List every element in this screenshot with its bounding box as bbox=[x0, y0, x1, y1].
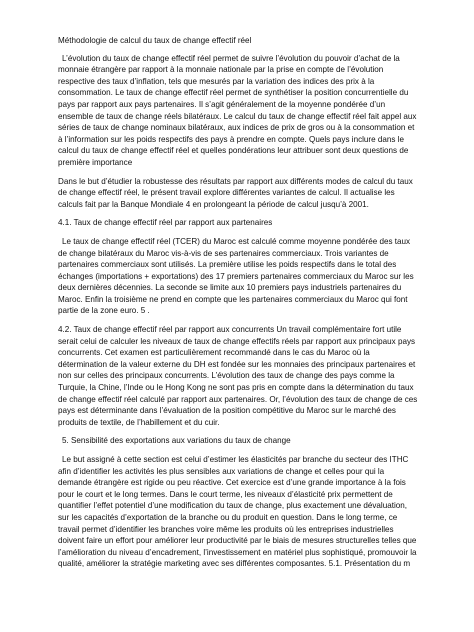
paragraph-sensitivity: Le but assigné à cette section est celui d’estimer les élasticités par branche du secteur des ITHC afin d’identifier les activités les plus sensibles aux variations de change et celles pour qui la demande étrangère est rigide ou peu réactive. Cet exercice est d’une grande importance à la fois pour le court et le long termes. Dans le court terme, les niveaux d’élasticité prix permettent de quantifier l’effet potentiel d’une modification du taux de change, plus exactement une dévaluation, sur les capacités d’exportation de la branche ou du produit en question. Dans le long terme, ce travail permet d’identifier les branches voire même les produits où les entreprises industrielles doivent faire un effort pour améliorer leur productivité par le biais de mesures structurelles telles que l’amélioration du niveau d’encadrement, l’investissement en matériel plus sophistiqué, promouvoir la qualité, améliorer la stratégie marketing avec ses différentes composantes. 5.1. Présentation du m bbox=[58, 455, 417, 569]
paragraph-robustness: Dans le but d’étudier la robustesse des résultats par rapport aux différents modes de calcul du taux de change effectif réel, le présent travail explore différentes variantes de calcul. Il actualise les calculs fait par la Banque Mondiale 4 en prolongeant la période de calcul jusqu’à 2001. bbox=[58, 176, 413, 209]
section-heading-4-1: 4.1. Taux de change effectif réel par rapport aux partenaires bbox=[58, 218, 273, 228]
paragraph-tcer-partners: Le taux de change effectif réel (TCER) du Maroc est calculé comme moyenne pondérée des taux de change bilatéraux du Maroc vis-à-vis de ses partenaires commerciaux. Trois variantes de partenaires commerciaux sont utilisés. La première utilise les poids respectifs dans le total des échanges (importations + exportations) des 17 premiers partenaires commerciaux du Maroc sur les deux dernières décennies. La seconde se limite aux 10 premiers pays industriels partenaires du Maroc. Enfin la troisième ne prend en compte que les partenaires commerciaux du Maroc qui font partie de la zone euro. 5 . bbox=[58, 236, 414, 316]
paragraph-intro: L’évolution du taux de change effectif réel permet de suivre l’évolution du pouvoir d’achat de la monnaie étrangère par rapport à la monnaie nationale par la prise en compte de l’évolution respective des taux d’inflation, tels que mesurés par la variation des indices des prix à la consommation. Le taux de change effectif réel permet de synthétiser la position concurrentielle du pays par rapport aux pays partenaires. Il s’agit généralement de la moyenne pondérée d’un ensemble de taux de change réels bilatéraux. Le calcul du taux de change effectif réel fait appel aux séries de taux de change nominaux bilatéraux, aux indices de prix de gros ou à la consommation et à l’information sur les poids respectifs des pays à prendre en compte. Quels pays inclure dans le calcul du taux de change effectif réel et quelles pondérations leur attribuer sont deux questions de première importance bbox=[58, 53, 417, 167]
document-title: Méthodologie de calcul du taux de change effectif réel bbox=[58, 36, 252, 45]
paragraph-tcer-competitors: 4.2. Taux de change effectif réel par rapport aux concurrents Un travail complémentaire fort utile serait celui de calculer les niveaux de taux de change effectifs réels par rapport aux principaux pays concurrents. Cet examen est particulièrement recommandé dans le cas du Maroc où la détermination de la valeur externe du DH est fondée sur les monnaies des principaux partenaires et non sur celles des principaux concurrents. L’évolution des taux de change des pays comme la Turquie, la Chine, l’Inde ou le Hong Kong ne sont pas pris en compte dans la détermination du taux de change effectif réel calculé par rapport aux partenaires. Or, l’évolution des taux de change de ces pays est déterminante dans l’évaluation de la position compétitive du Maroc sur le marché des produits de textile, de l’habillement et du cuir. bbox=[58, 325, 418, 427]
section-heading-5: 5. Sensibilité des exportations aux variations du taux de change bbox=[62, 436, 291, 446]
